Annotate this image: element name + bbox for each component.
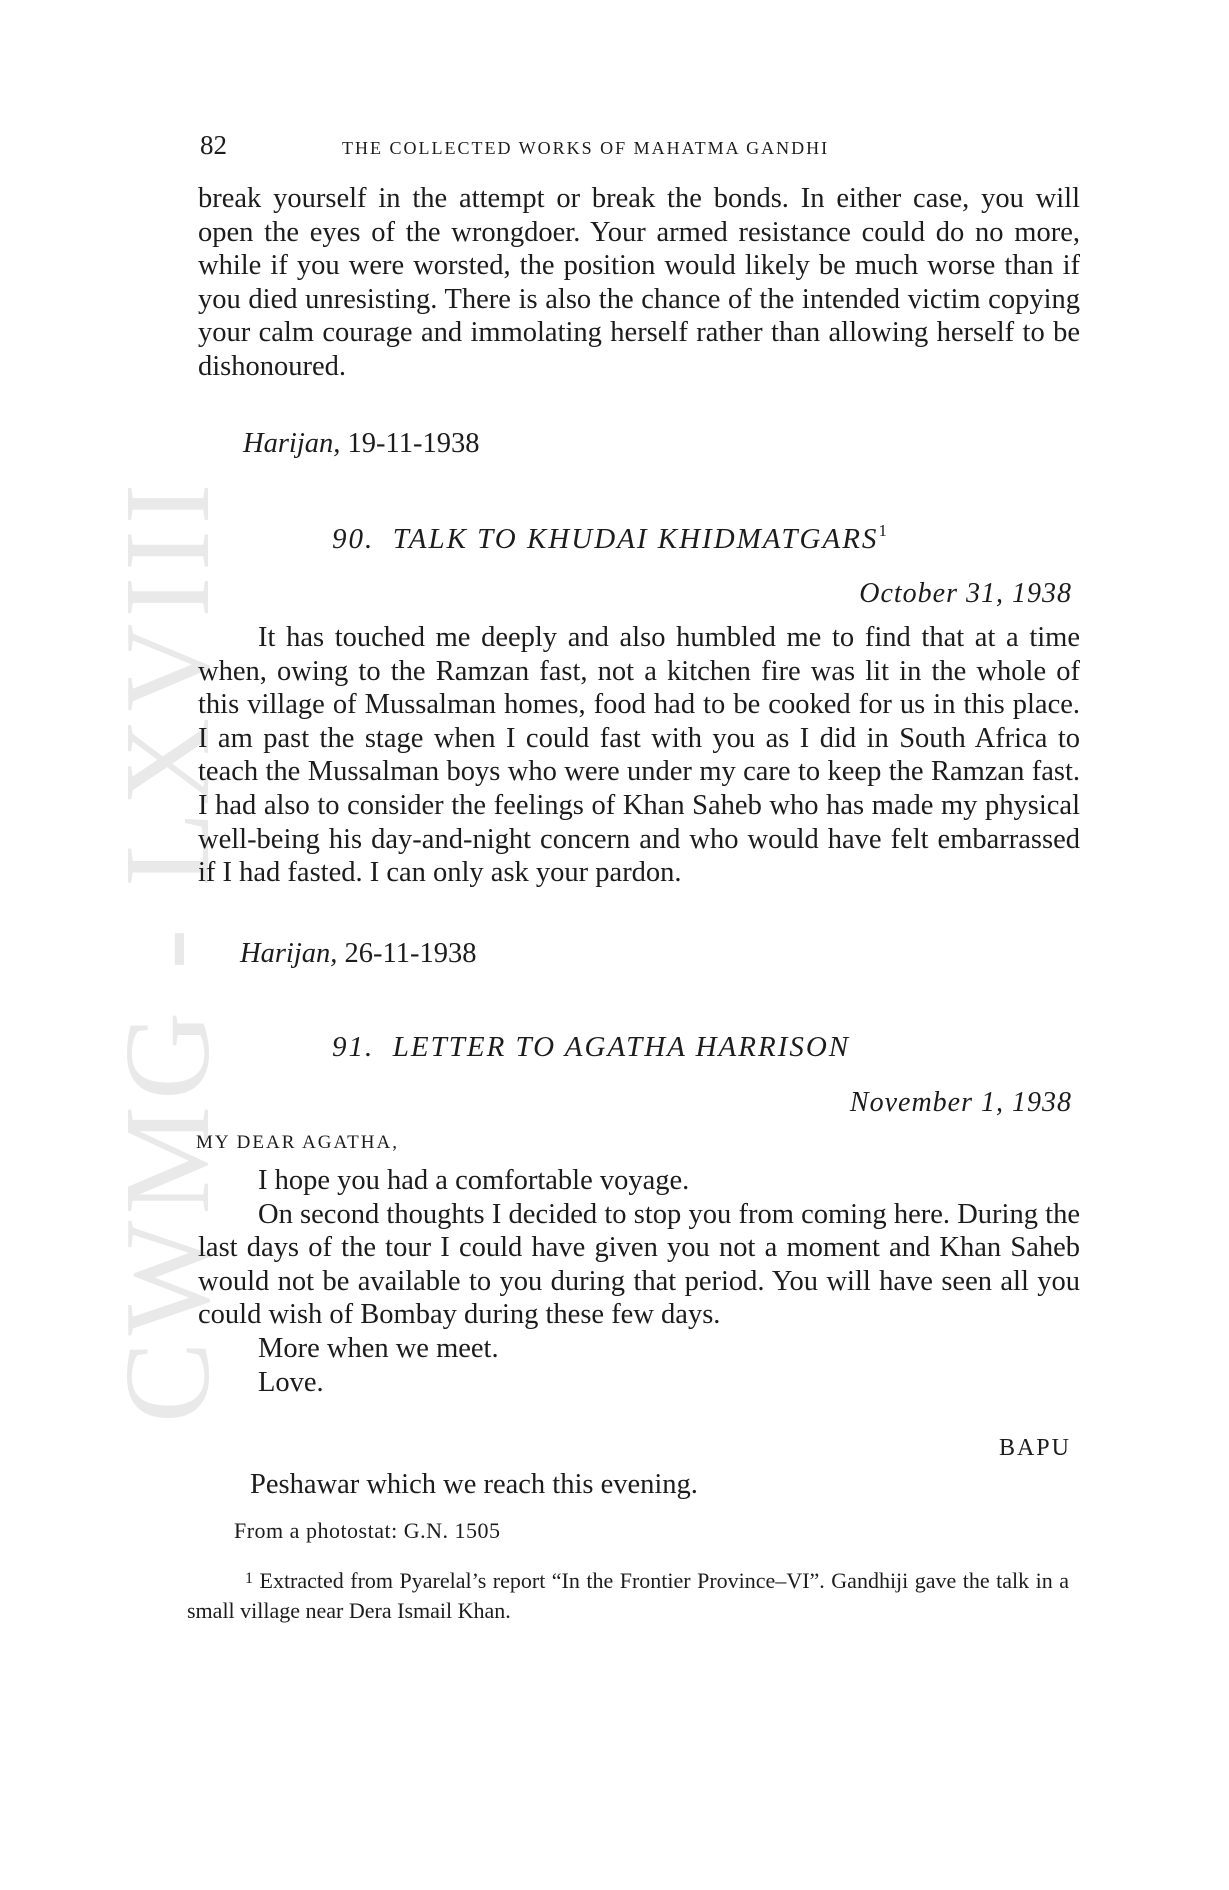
salutation: MY DEAR AGATHA, bbox=[196, 1132, 399, 1153]
section-90-paragraph: It has touched me deeply and also humbled me to find that at a time when, owing to the Ramzan fast, not a kitchen fire was lit in the whole of this village of Mussalman homes, food had to be cooked for us in this place. I am past the stage when I could fast with you as I did in South Africa to teach the Mussalman boys who were under my care to keep the Ramzan fast. I had also to consider the feelings of Khan Saheb who has made my physical well-being his day-and-night concern and who would have felt embarrassed if I had fasted. I can only ask your pardon. bbox=[198, 622, 1080, 889]
source-date: 19-11-1938 bbox=[347, 428, 480, 459]
section-90-date: October 31, 1938 bbox=[859, 578, 1072, 609]
letter-paragraph: I hope you had a comfortable voyage. bbox=[258, 1165, 690, 1196]
footnote bbox=[187, 1566, 1069, 1626]
page-header bbox=[200, 130, 1080, 166]
page-number: 82 bbox=[200, 130, 227, 160]
from-source: From a photostat: G.N. 1505 bbox=[234, 1518, 501, 1543]
source-date: 26-11-1938 bbox=[344, 938, 477, 969]
section-90-body bbox=[198, 621, 1080, 890]
letter-paragraph: Love. bbox=[258, 1366, 324, 1398]
section-90-heading bbox=[332, 523, 887, 556]
carryover-source bbox=[243, 428, 479, 460]
section-91-number: 91. bbox=[332, 1031, 375, 1063]
footnote-mark: 1 bbox=[245, 1570, 253, 1587]
footnote-text: Extracted from Pyarelal’s report “In the Frontier Province–VI”. Gandhiji gave the talk in a small village near Dera Ismail Khan. bbox=[187, 1568, 1070, 1623]
section-90-source bbox=[240, 938, 476, 970]
letter-paragraph: On second thoughts I decided to stop you from coming here. During the last days of the tour I could have given you not a moment and Khan Saheb would not be available to you during that period. You will have seen all you could wish of Bombay during these few days. bbox=[198, 1198, 1080, 1331]
carryover-text bbox=[198, 182, 1080, 384]
section-91-heading bbox=[332, 1031, 850, 1064]
footnote-ref: 1 bbox=[878, 521, 887, 540]
source-title: Harijan, bbox=[243, 428, 341, 459]
signoff: BAPU bbox=[998, 1435, 1071, 1461]
watermark: CWMG - LXVIII bbox=[100, 477, 235, 1423]
section-91-date: November 1, 1938 bbox=[849, 1087, 1072, 1118]
section-91-title: LETTER TO AGATHA HARRISON bbox=[392, 1031, 851, 1063]
section-91-body bbox=[198, 1164, 1080, 1399]
carryover-paragraph: break yourself in the attempt or break the bonds. In either case, you will open the eyes of the wrongdoer. Your armed resistance could do no more, while if you were worsted, the position would likely be much worse than if you died unresisting. There is also the chance of the intended victim copying your calm courage and immolating herself rather than allowing herself to be dishonoured. bbox=[198, 183, 1080, 382]
letter-paragraph: More when we meet. bbox=[258, 1332, 499, 1364]
source-title: Harijan, bbox=[240, 938, 338, 969]
section-90-title: TALK TO KHUDAI KHIDMATGARS bbox=[392, 523, 879, 555]
postscript: Peshawar which we reach this evening. bbox=[250, 1469, 698, 1500]
running-title: THE COLLECTED WORKS OF MAHATMA GANDHI bbox=[342, 138, 830, 158]
section-90-number: 90. bbox=[332, 523, 375, 555]
